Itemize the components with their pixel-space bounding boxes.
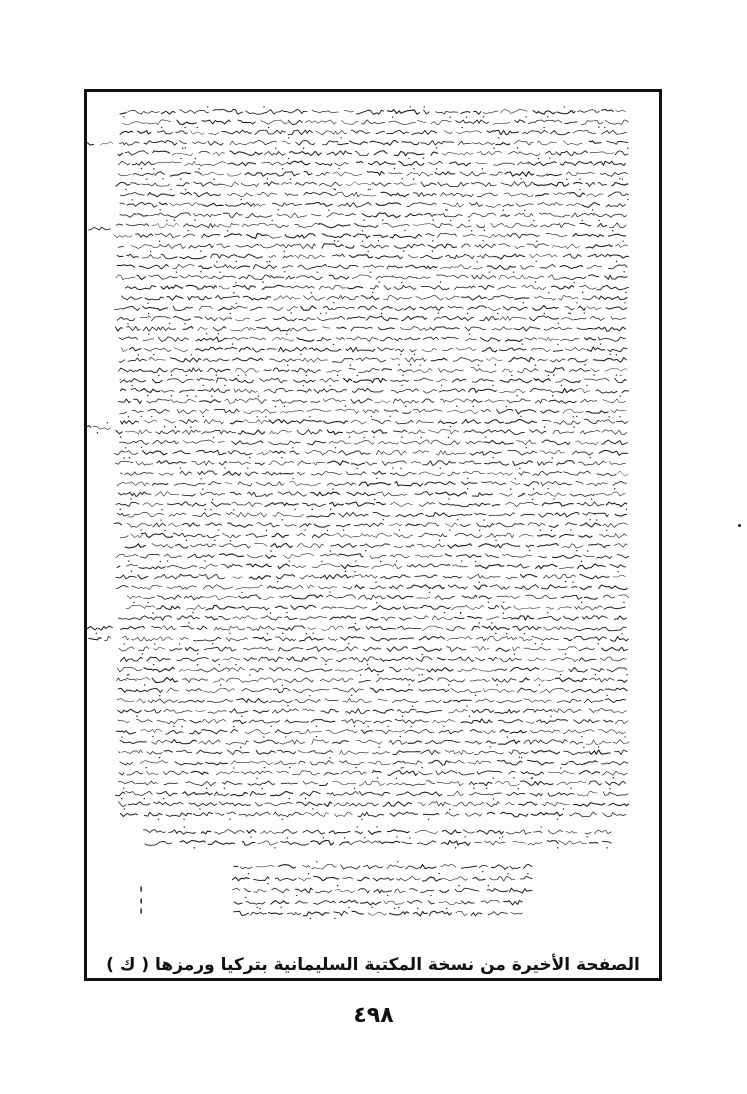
manuscript-page-image <box>87 92 659 978</box>
manuscript-frame <box>84 89 662 981</box>
figure-caption: الصفحة الأخيرة من نسخة المكتبة السليمانية بتركيا ورمزها ( ك ) <box>106 955 640 975</box>
manuscript-ownership-notes <box>140 861 532 919</box>
manuscript-body-text <box>113 106 629 820</box>
manuscript-colophon <box>143 826 612 848</box>
manuscript-margin-notes <box>87 142 113 641</box>
page-number: ٤٩٨ <box>353 1003 394 1028</box>
scan-speck <box>738 524 741 527</box>
